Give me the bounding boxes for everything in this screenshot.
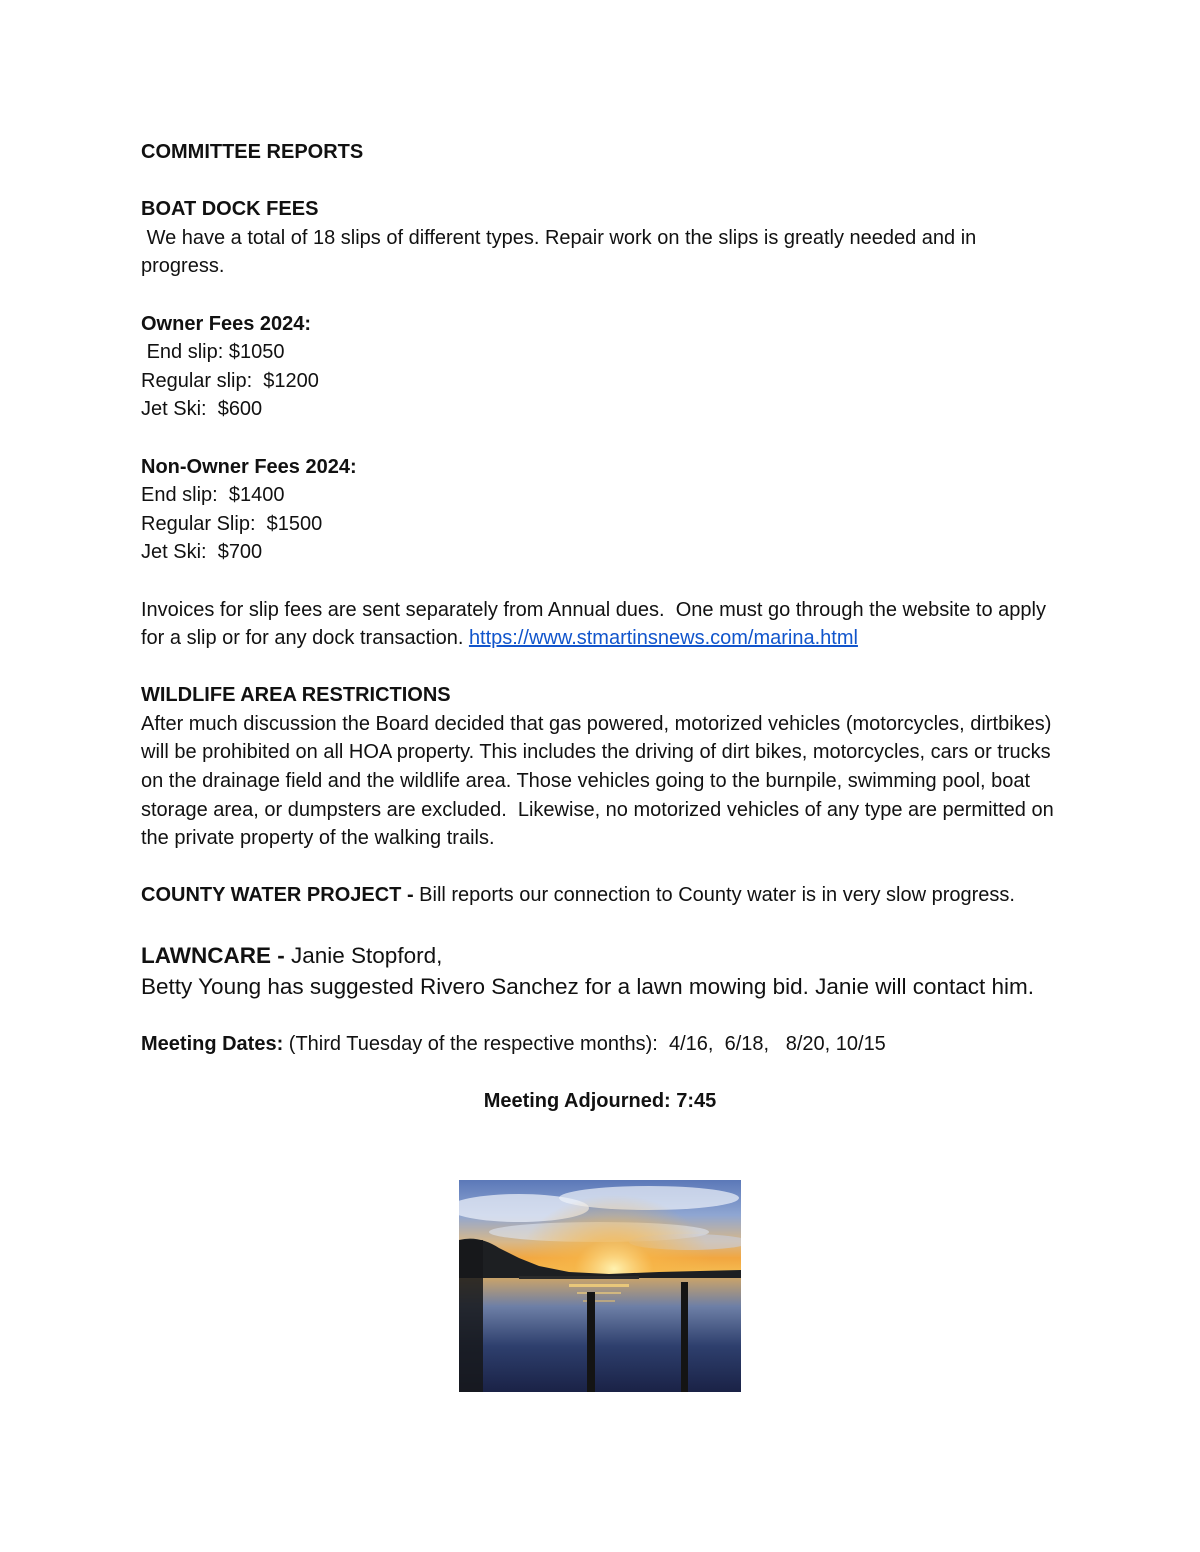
boat-dock-heading: BOAT DOCK FEES [141, 198, 319, 221]
wildlife-text: After much discussion the Board decided that gas powered, motorized vehicles (motorcycles, dirtbikes) will be prohibited on all HOA property. This includes the driving of dirt bikes, motorcycles, cars or trucks on the drainage field and the wildlife area. Those vehicles going to the burnpile, swimming pool, boat storage area, or dumpsters are excluded. Likewise, no motorized vehicles of any type are permitted on the private property of the walking trails. [141, 712, 1060, 850]
county-water-paragraph [141, 881, 1061, 910]
meeting-dates-line [141, 1030, 1061, 1059]
lawncare-contact: Janie Stopford, [291, 943, 443, 969]
meeting-adjourned: Meeting Adjourned: 7:45 [483, 1090, 717, 1113]
document-page [141, 138, 1061, 1116]
county-water-heading: COUNTY WATER PROJECT - [141, 884, 420, 907]
non-owner-fees-heading: Non-Owner Fees 2024: [141, 455, 357, 478]
meeting-dates-label: Meeting Dates: [141, 1033, 284, 1056]
lawncare-text: Betty Young has suggested Rivero Sanchez for a lawn mowing bid. Janie will contact him. [141, 974, 1035, 1000]
invoices-paragraph [141, 596, 1061, 653]
lawncare-heading: LAWNCARE - [141, 943, 291, 969]
owner-fee-jet-ski: Jet Ski: $600 [141, 398, 263, 421]
county-water-text: Bill reports our connection to County water is in very slow progress. [419, 884, 1015, 907]
owner-fee-end-slip: End slip: $1050 [141, 341, 285, 364]
non-owner-fee-jet-ski: Jet Ski: $700 [141, 541, 263, 564]
boat-dock-intro: We have a total of 18 slips of different types. Repair work on the slips is greatly needed and in progress. [141, 226, 982, 278]
sunset-dock-photo [459, 1180, 741, 1392]
lawncare-line [141, 940, 1061, 971]
owner-fees-heading: Owner Fees 2024: [141, 312, 312, 335]
owner-fee-regular-slip: Regular slip: $1200 [141, 369, 319, 392]
invoices-text: Invoices for slip fees are sent separately from Annual dues. One must go through the website to apply for a slip or for any dock transaction. [141, 598, 1052, 650]
committee-reports-heading: COMMITTEE REPORTS [141, 141, 364, 163]
non-owner-fee-regular-slip: Regular Slip: $1500 [141, 512, 323, 535]
meeting-dates-text: (Third Tuesday of the respective months): 4/16, 6/18, 8/20, 10/15 [283, 1033, 886, 1056]
non-owner-fee-end-slip: End slip: $1400 [141, 484, 285, 507]
marina-website-link[interactable]: https://www.stmartinsnews.com/marina.html [468, 627, 858, 650]
wildlife-heading: WILDLIFE AREA RESTRICTIONS [141, 684, 451, 707]
